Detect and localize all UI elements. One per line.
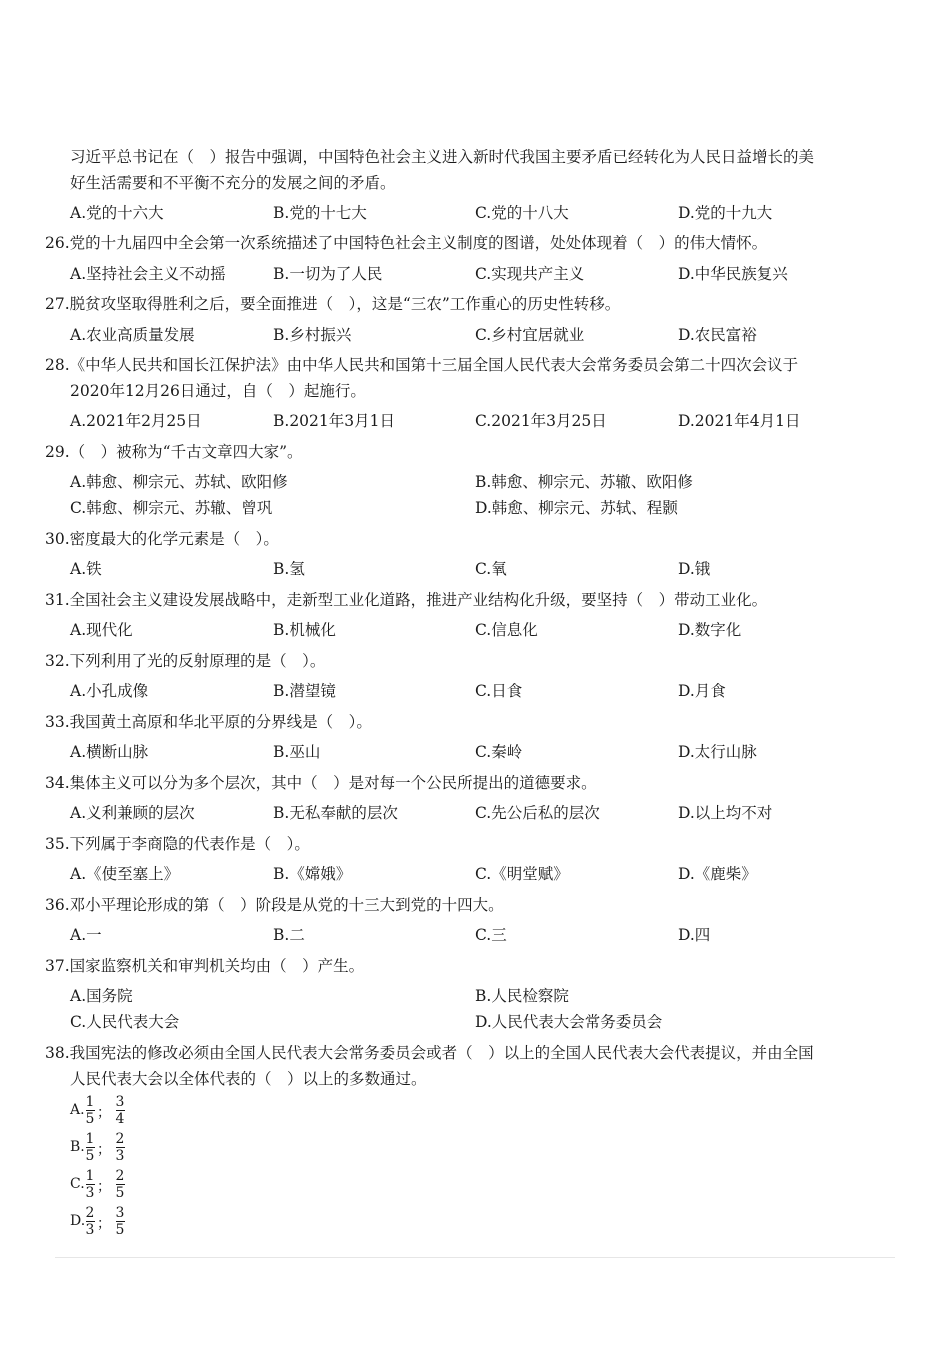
option-c: C.人民代表大会 [70,1013,180,1031]
option-b: B.潜望镜 [273,682,336,700]
options-28 [70,408,890,434]
option-label: D. [70,1213,86,1229]
option-b: B.机械化 [273,621,336,639]
option-a: A.农业高质量发展 [70,326,195,344]
fraction-second: 2 5 [115,1168,125,1201]
option-d: D.韩愈、柳宗元、苏轼、程颢 [475,499,678,517]
exam-page: 习近平总书记在（ ）报告中强调，中国特色社会主义进入新时代我国主要矛盾已经转化为人民日益增长的美 好生活需要和不平衡不充分的发展之间的矛盾。 A.党的十六大 B.党的十七大 C.党的十八大 D.党的十九大 26.党的十九届四中全会第一次系统描述了中国特色社会主义制度的图谱，处处体现着（ ）的伟大情怀。 A.坚持社会主义不动摇 B.一切为了人民 C.实现共产主义 D.中华民族复兴 27.脱贫攻坚取得胜利之后，要全面推进（ ），这是“三农”工作重心的历史性转移。 A.农业高质量发展 B.乡村振兴 C.乡村宜居就业 D.农民富裕 28.《中华人民共和国长江保护法》由中华人民共和国第十三届全国人民代表大会常务委员会第二十四次会议于 2020年12月26日通过，自（ ）起施行。 A.2021年2月25日 B.2021年3月1日 C.2021年3月25日 D.2021年4月1日 29.（ ）被称为“千古文章四大家”。 A.韩愈、柳宗元、苏轼、欧阳修 B.韩愈、柳宗元、苏辙、欧阳修 C.韩愈、柳宗元、苏辙、曾巩 D.韩愈、柳宗元、苏轼、程颢 30.密度最大的化学元素是（ ）。 A.铁 B.氢 C.氧 D.锇 31.全国社会主义建设发展战略中，走新型工业化道路，推进产业结构化升级，要坚持（ ）带动工业化。 A.现代化 B.机械化 C.信息化 D.数字化 32.下列利用了光的反射原理的是（ ）。 A.小孔成像 B.潜望镜 C.日食 D.月食 33.我国黄土高原和华北平原的分界线是（ ）。 A.横断山脉 B.巫山 C.秦岭 D.太行山脉 34.集体主义可以分为多个层次，其中（ ）是对每一个公民所提出的道德要求。 A.义利兼顾的层次 B.无私奉献的层次 C.先公后私的层次 D.以上均不对 35.下列属于李商隐的代表作是（ ）。 A.《使至塞上》 B.《嫦娥》 C.《明堂赋》 D.《鹿柴》 36.邓小平理论形成的第（ ）阶段是从党的十三大到党的十四大。 A.一 B.二 C.三 D.四 37.国家监察机关和审判机关均由（ ）产生。 A.国务院 B.人民检察院 C.人民代表大会 D.人民代表大会常务委员会 38.我国宪法的修改必须由全国人民代表大会常务委员会或者（ ）以上的全国人民代表大会代表提议，并由全国 人民代表大会以全体代表的（ ）以上的多数通过。 A. 1 5 ； 3 4 B. 1 5 ； 2 3 C. 1 3 ； 2 5 D. 2 3 ； 3 5 [0,0,950,1345]
option-a: A.横断山脉 [70,743,149,761]
question-35: 35.下列属于李商隐的代表作是（ ）。 [45,835,310,853]
option-d: D.2021年4月1日 [678,412,801,430]
option-b: B.无私奉献的层次 [273,804,398,822]
question-31: 31.全国社会主义建设发展战略中，走新型工业化道路，推进产业结构化升级，要坚持（ ）带动工业化。 [45,591,768,609]
option-c: C.信息化 [475,621,538,639]
options-35 [70,861,890,887]
option-label: C. [70,1176,85,1192]
options-34 [70,800,890,826]
option-c: C.党的十八大 [475,204,569,222]
option-a: A.坚持社会主义不动摇 [70,265,226,283]
fraction-first: 1 5 [85,1131,95,1164]
options-29-row2 [70,495,890,521]
question-29: 29.（ ）被称为“千古文章四大家”。 [45,443,303,461]
options-26 [70,261,890,287]
option-a: A.现代化 [70,621,133,639]
option-d: D.党的十九大 [678,204,773,222]
question-32: 32.下列利用了光的反射原理的是（ ）。 [45,652,326,670]
option-d: D.四 [678,926,711,944]
fraction-second: 2 3 [115,1131,125,1164]
question-28-line1: 28.《中华人民共和国长江保护法》由中华人民共和国第十三届全国人民代表大会常务委员会第二十四次会议于 [45,356,799,374]
option-b: B.韩愈、柳宗元、苏辙、欧阳修 [475,473,693,491]
question-38-line1: 38.我国宪法的修改必须由全国人民代表大会常务委员会或者（ ）以上的全国人民代表大会代表提议，并由全国 [45,1044,814,1062]
option-d: D.《鹿柴》 [678,865,757,883]
options-29-row1 [70,469,890,495]
option-b: B.巫山 [273,743,321,761]
option-c: C.2021年3月25日 [475,412,607,430]
option-a: A.韩愈、柳宗元、苏轼、欧阳修 [70,473,288,491]
option-b: B.2021年3月1日 [273,412,395,430]
option-c: C.先公后私的层次 [475,804,600,822]
fraction-second: 3 4 [115,1094,125,1127]
option-d: D.锇 [678,560,711,578]
option-label: A. [70,1102,85,1118]
option-a: A.《使至塞上》 [70,865,180,883]
option-d: D.太行山脉 [678,743,757,761]
question-36: 36.邓小平理论形成的第（ ）阶段是从党的十三大到党的十四大。 [45,896,504,914]
option-d: D.以上均不对 [678,804,773,822]
option-d: D.数字化 [678,621,742,639]
option-label: B. [70,1139,85,1155]
option-b: B.二 [273,926,305,944]
option-c: C.《明堂赋》 [475,865,569,883]
option-a: A.义利兼顾的层次 [70,804,195,822]
fraction-first: 1 5 [85,1094,95,1127]
option-d: D.农民富裕 [678,326,757,344]
option-c: C.乡村宜居就业 [475,326,585,344]
question-27: 27.脱贫攻坚取得胜利之后，要全面推进（ ），这是“三农”工作重心的历史性转移。 [45,295,621,313]
question-33: 33.我国黄土高原和华北平原的分界线是（ ）。 [45,713,372,731]
option-a: A.党的十六大 [70,204,164,222]
options-32 [70,678,890,704]
option-b: B.《嫦娥》 [273,865,352,883]
option-b: B.氢 [273,560,305,578]
options-31 [70,617,890,643]
fraction-first: 2 3 [85,1205,95,1238]
fraction-second: 3 5 [115,1205,125,1238]
question-intro-line2: 好生活需要和不平衡不充分的发展之间的矛盾。 [70,174,396,192]
option-b: B.乡村振兴 [273,326,352,344]
options-33 [70,739,890,765]
option-a: A.小孔成像 [70,682,149,700]
option-c: C.三 [475,926,507,944]
option-b: B.一切为了人民 [273,265,383,283]
option-a: A.铁 [70,560,102,578]
option-b: B.党的十七大 [273,204,367,222]
option-a: A.一 [70,926,102,944]
option-d: D.月食 [678,682,726,700]
question-34: 34.集体主义可以分为多个层次，其中（ ）是对每一个公民所提出的道德要求。 [45,774,597,792]
option-c: C.实现共产主义 [475,265,585,283]
option-a: A.2021年2月25日 [70,412,202,430]
footer-divider [55,1257,895,1258]
option-c: C.日食 [475,682,523,700]
option-c: C.韩愈、柳宗元、苏辙、曾巩 [70,499,273,517]
question-37: 37.国家监察机关和审判机关均由（ ）产生。 [45,957,365,975]
option-a: A.国务院 [70,987,133,1005]
option-b: B.人民检察院 [475,987,569,1005]
question-30: 30.密度最大的化学元素是（ ）。 [45,530,279,548]
question-38-line2: 人民代表大会以全体代表的（ ）以上的多数通过。 [70,1070,427,1088]
question-intro-line1: 习近平总书记在（ ）报告中强调，中国特色社会主义进入新时代我国主要矛盾已经转化为人民日益增长的美 [70,148,815,166]
option-c: C.秦岭 [475,743,523,761]
option-d: D.人民代表大会常务委员会 [475,1013,663,1031]
options-30 [70,556,890,582]
options-37-row1 [70,983,890,1009]
option-d: D.中华民族复兴 [678,265,788,283]
fraction-first: 1 3 [85,1168,95,1201]
options-37-row2 [70,1009,890,1035]
question-28-line2: 2020年12月26日通过，自（ ）起施行。 [70,382,366,400]
question-26: 26.党的十九届四中全会第一次系统描述了中国特色社会主义制度的图谱，处处体现着（ ）的伟大情怀。 [45,234,768,252]
options-27 [70,322,890,348]
options-36 [70,922,890,948]
option-c: C.氧 [475,560,507,578]
options-intro [70,200,890,226]
